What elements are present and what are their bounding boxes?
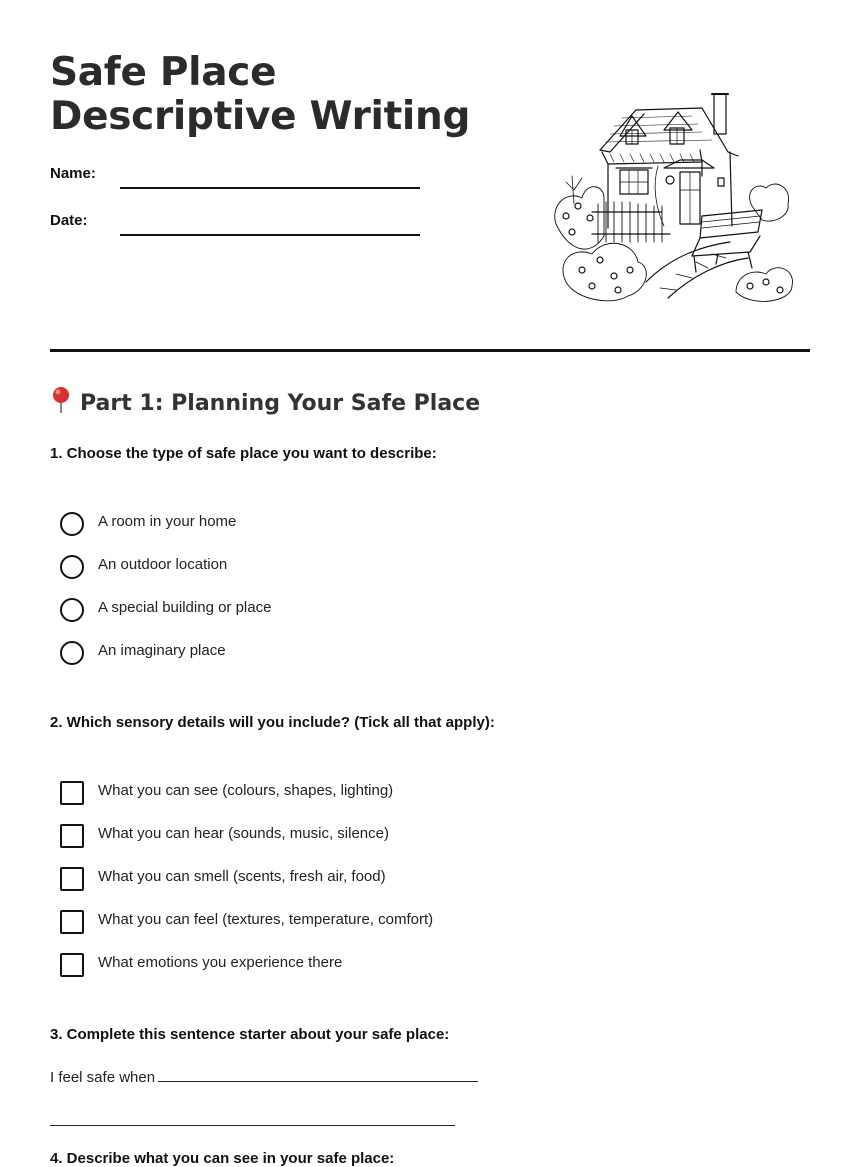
option-label: What you can see (colours, shapes, lighting) (98, 782, 394, 799)
checkbox[interactable] (60, 867, 84, 891)
date-field[interactable] (120, 234, 420, 236)
worksheet-title: Safe Place Descriptive Writing (50, 50, 471, 139)
radio-button[interactable] (60, 512, 84, 536)
answer-blank[interactable] (158, 1067, 478, 1082)
date-label: Date: (50, 212, 88, 229)
question-4-prompt: 4. Describe what you can see in your safe place: (50, 1150, 395, 1167)
radio-option[interactable] (60, 598, 660, 622)
question-3-prompt: 3. Complete this sentence starter about your safe place: (50, 1026, 450, 1043)
option-label: A special building or place (98, 599, 272, 616)
option-label: An outdoor location (98, 556, 228, 573)
checkbox-option[interactable] (60, 953, 660, 977)
name-field[interactable] (120, 187, 420, 189)
option-label: What you can feel (textures, temperature, comfort) (98, 911, 434, 928)
radio-option[interactable] (60, 512, 660, 536)
question-2-prompt: 2. Which sensory details will you include? (Tick all that apply): (50, 714, 495, 731)
radio-option[interactable] (60, 555, 660, 579)
sentence-starter (50, 1067, 478, 1086)
radio-button[interactable] (60, 555, 84, 579)
option-label: An imaginary place (98, 642, 226, 659)
header-divider (50, 349, 810, 352)
checkbox[interactable] (60, 824, 84, 848)
checkbox[interactable] (60, 953, 84, 977)
option-label: What you can hear (sounds, music, silence) (98, 825, 389, 842)
answer-line[interactable] (50, 1125, 455, 1126)
checkbox-option[interactable] (60, 824, 660, 848)
checkbox-option[interactable] (60, 781, 660, 805)
part1-title: Part 1: Planning Your Safe Place (80, 391, 481, 416)
checkbox-option[interactable] (60, 867, 660, 891)
radio-button[interactable] (60, 598, 84, 622)
radio-button[interactable] (60, 641, 84, 665)
checkbox[interactable] (60, 781, 84, 805)
sentence-starter-text: I feel safe when (50, 1069, 156, 1086)
radio-option[interactable] (60, 641, 660, 665)
option-label: A room in your home (98, 513, 237, 530)
checkbox[interactable] (60, 910, 84, 934)
round-pushpin-icon (50, 386, 72, 414)
option-label: What you can smell (scents, fresh air, food) (98, 868, 386, 885)
cottage-illustration (552, 86, 796, 310)
checkbox-option[interactable] (60, 910, 660, 934)
question-1-prompt: 1. Choose the type of safe place you want to describe: (50, 445, 437, 462)
name-label: Name: (50, 165, 96, 182)
option-label: What emotions you experience there (98, 954, 343, 971)
part1-heading (50, 386, 480, 416)
